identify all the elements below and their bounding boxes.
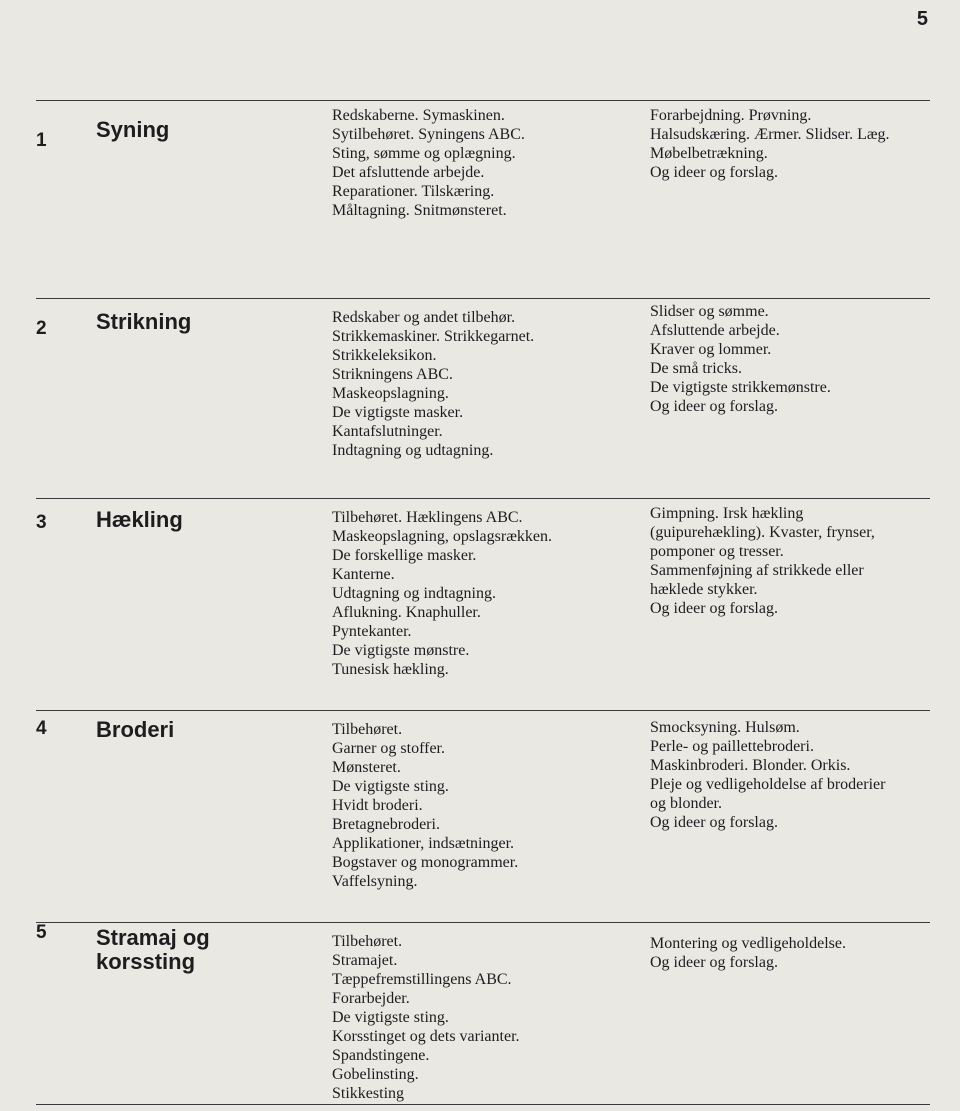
- topics-column-right: [650, 106, 940, 182]
- topic-item: Det afsluttende arbejde.: [332, 164, 485, 181]
- section-number: 4: [36, 718, 47, 739]
- topic-item: Slidser og sømme.: [650, 303, 769, 320]
- topic-item: Sting, sømme og oplægning.: [332, 145, 516, 162]
- section-number: 1: [36, 130, 47, 151]
- topic-item: pomponer og tresser.: [650, 543, 784, 560]
- topic-item: Smocksyning. Hulsøm.: [650, 719, 800, 736]
- topic-item: Stikkesting: [332, 1085, 405, 1102]
- topic-item: Sytilbehøret. Syningens ABC.: [332, 126, 525, 143]
- topic-item: Tilbehøret.: [332, 721, 403, 738]
- topic-item: Stramajet.: [332, 952, 398, 969]
- topic-item: Aflukning. Knaphuller.: [332, 604, 481, 621]
- topic-item: Maskeopslagning.: [332, 385, 449, 402]
- topic-item: Og ideer og forslag.: [650, 600, 778, 617]
- section-divider: [36, 298, 930, 299]
- topic-item: Maskeopslagning, opslagsrækken.: [332, 528, 552, 545]
- topics-column-right: [650, 718, 940, 832]
- topic-item: Bogstaver og monogrammer.: [332, 854, 519, 871]
- section-divider: [36, 922, 930, 923]
- topic-item: Pleje og vedligeholdelse af broderier: [650, 776, 886, 793]
- section-divider: [36, 498, 930, 499]
- bottom-divider: [36, 1104, 930, 1105]
- topic-item: Reparationer. Tilskæring.: [332, 183, 495, 200]
- topic-item: De vigtigste mønstre.: [332, 642, 470, 659]
- topic-item: Montering og vedligeholdelse.: [650, 935, 846, 952]
- topic-item: Forarbejder.: [332, 990, 410, 1007]
- topics-column-right: [650, 302, 940, 416]
- page-number: 5: [916, 8, 928, 30]
- topic-item: Maskinbroderi. Blonder. Orkis.: [650, 757, 851, 774]
- section-title: Broderi: [96, 717, 175, 742]
- topic-item: Garner og stoffer.: [332, 740, 445, 757]
- topic-item: Bretagnebroderi.: [332, 816, 440, 833]
- topic-item: (guipurehækling). Kvaster, frynser,: [650, 524, 875, 541]
- section-divider: [36, 100, 930, 101]
- section-divider: [36, 710, 930, 711]
- topic-item: Forarbejdning. Prøvning.: [650, 107, 812, 124]
- topic-item: Kanterne.: [332, 566, 395, 583]
- topic-item: Redskaber og andet tilbehør.: [332, 309, 516, 326]
- topic-item: De forskellige masker.: [332, 547, 477, 564]
- topics-column-left: [332, 508, 632, 679]
- topic-item: Halsudskæring. Ærmer. Slidser. Læg.: [650, 126, 890, 143]
- topic-item: Måltagning. Snitmønsteret.: [332, 202, 507, 219]
- topics-column-right: [650, 934, 940, 972]
- topic-item: Tilbehøret.: [332, 933, 403, 950]
- topic-item: Udtagning og indtagning.: [332, 585, 496, 602]
- topic-item: Hvidt broderi.: [332, 797, 423, 814]
- topic-item: Tunesisk hækling.: [332, 661, 449, 678]
- topics-column-left: [332, 720, 632, 891]
- section-number: 3: [36, 512, 47, 533]
- section-title: Syning: [96, 117, 170, 142]
- topics-column-left: [332, 308, 632, 460]
- section-number: 5: [36, 922, 47, 943]
- topic-item: hæklede stykker.: [650, 581, 758, 598]
- section-title: Hækling: [96, 507, 183, 532]
- topic-item: Mønsteret.: [332, 759, 401, 776]
- topic-item: Korsstinget og dets varianter.: [332, 1028, 520, 1045]
- topics-column-right: [650, 504, 940, 618]
- topic-item: Spandstingene.: [332, 1047, 430, 1064]
- topics-column-left: [332, 106, 632, 220]
- topic-item: Og ideer og forslag.: [650, 814, 778, 831]
- topic-item: Vaffelsyning.: [332, 873, 418, 890]
- topic-item: Gimpning. Irsk hækling: [650, 505, 804, 522]
- topic-item: Tilbehøret. Hæklingens ABC.: [332, 509, 523, 526]
- topic-item: og blonder.: [650, 795, 722, 812]
- topic-item: Og ideer og forslag.: [650, 954, 778, 971]
- topic-item: Og ideer og forslag.: [650, 398, 778, 415]
- topic-item: Pyntekanter.: [332, 623, 412, 640]
- topic-item: Indtagning og udtagning.: [332, 442, 494, 459]
- topic-item: Applikationer, indsætninger.: [332, 835, 515, 852]
- topic-item: Møbelbetrækning.: [650, 145, 768, 162]
- topic-item: Sammenføjning af strikkede eller: [650, 562, 864, 579]
- topic-item: Strikkeleksikon.: [332, 347, 437, 364]
- topic-item: Redskaberne. Symaskinen.: [332, 107, 505, 124]
- topic-item: Afsluttende arbejde.: [650, 322, 780, 339]
- topic-item: Tæppefremstillingens ABC.: [332, 971, 512, 988]
- topic-item: Kantafslutninger.: [332, 423, 443, 440]
- topic-item: Strikkemaskiner. Strikkegarnet.: [332, 328, 535, 345]
- topic-item: Kraver og lommer.: [650, 341, 772, 358]
- topic-item: Gobelinsting.: [332, 1066, 419, 1083]
- topic-item: Strikningens ABC.: [332, 366, 453, 383]
- topic-item: De vigtigste sting.: [332, 1009, 449, 1026]
- topic-item: De små tricks.: [650, 360, 742, 377]
- topic-item: De vigtigste masker.: [332, 404, 464, 421]
- section-title: Strikning: [96, 309, 192, 334]
- topics-column-left: [332, 932, 632, 1103]
- topic-item: Og ideer og forslag.: [650, 164, 778, 181]
- topic-item: De vigtigste sting.: [332, 778, 449, 795]
- topic-item: De vigtigste strikkemønstre.: [650, 379, 831, 396]
- topic-item: Perle- og paillettebroderi.: [650, 738, 814, 755]
- section-title: Stramaj og korssting: [96, 925, 210, 974]
- section-number: 2: [36, 318, 47, 339]
